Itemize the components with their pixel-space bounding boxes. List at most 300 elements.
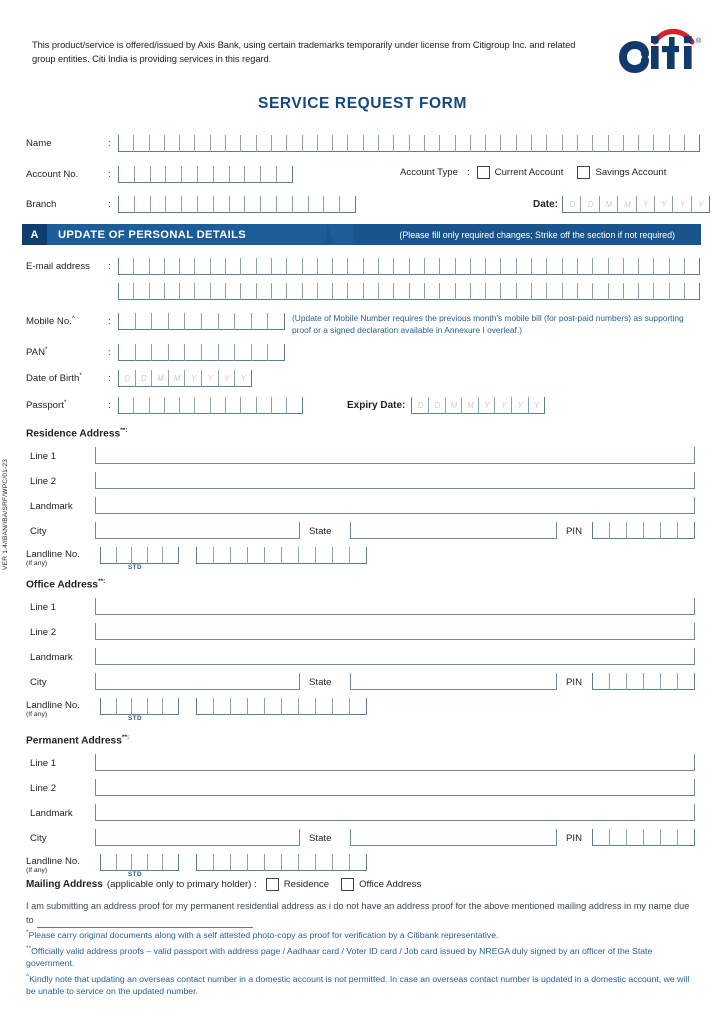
comb-cell[interactable] — [271, 135, 286, 152]
comb-cell[interactable] — [609, 829, 626, 846]
comb-cell[interactable] — [135, 344, 152, 361]
comb-cell[interactable] — [134, 196, 150, 213]
comb-cell[interactable] — [378, 135, 393, 152]
comb-cell[interactable] — [264, 698, 281, 715]
comb-cell[interactable] — [147, 547, 163, 564]
comb-cell[interactable] — [234, 370, 251, 387]
comb-cell[interactable] — [118, 370, 135, 387]
comb-cell[interactable] — [669, 258, 684, 275]
comb-cell[interactable] — [363, 283, 378, 300]
address-city-input-residence[interactable] — [95, 522, 300, 539]
email-input-line1[interactable] — [118, 258, 700, 275]
comb-cell[interactable] — [184, 370, 201, 387]
comb-cell[interactable] — [562, 135, 577, 152]
comb-cell[interactable] — [118, 196, 134, 213]
comb-cell[interactable] — [653, 258, 668, 275]
comb-cell[interactable] — [162, 698, 178, 715]
comb-cell[interactable] — [654, 196, 672, 213]
address-landmark-input-residence[interactable] — [95, 497, 695, 514]
comb-cell[interactable] — [168, 370, 185, 387]
comb-cell[interactable] — [411, 397, 428, 414]
address-state-input-office[interactable] — [350, 673, 557, 690]
comb-cell[interactable] — [194, 283, 209, 300]
comb-cell[interactable] — [118, 344, 135, 361]
comb-cell[interactable] — [181, 196, 197, 213]
comb-cell[interactable] — [638, 258, 653, 275]
comb-cell[interactable] — [133, 283, 148, 300]
comb-cell[interactable] — [660, 829, 677, 846]
comb-cell[interactable] — [218, 344, 235, 361]
comb-cell[interactable] — [201, 344, 218, 361]
comb-cell[interactable] — [260, 166, 276, 183]
address-state-input-residence[interactable] — [350, 522, 557, 539]
comb-cell[interactable] — [162, 547, 178, 564]
address-state-label-residence: State — [309, 526, 332, 537]
comb-cell[interactable] — [116, 547, 132, 564]
comb-cell[interactable] — [281, 854, 298, 871]
comb-cell[interactable] — [168, 313, 185, 330]
comb-cell[interactable] — [271, 397, 286, 414]
comb-cell[interactable] — [500, 283, 515, 300]
comb-cell[interactable] — [478, 397, 495, 414]
comb-cell[interactable] — [179, 135, 194, 152]
comb-cell[interactable] — [168, 344, 185, 361]
comb-cell[interactable] — [218, 313, 235, 330]
comb-cell[interactable] — [302, 135, 317, 152]
comb-cell[interactable] — [179, 397, 194, 414]
comb-cell[interactable] — [546, 135, 561, 152]
comb-cell[interactable] — [315, 698, 332, 715]
comb-cell[interactable] — [100, 698, 116, 715]
comb-cell[interactable] — [439, 135, 454, 152]
comb-cell[interactable] — [609, 522, 626, 539]
comb-cell[interactable] — [240, 283, 255, 300]
comb-cell[interactable] — [349, 547, 366, 564]
comb-cell[interactable] — [672, 196, 690, 213]
comb-cell[interactable] — [323, 196, 339, 213]
comb-cell[interactable] — [592, 283, 607, 300]
comb-cell[interactable] — [133, 397, 148, 414]
comb-cell[interactable] — [244, 166, 260, 183]
comb-cell[interactable] — [562, 258, 577, 275]
comb-cell[interactable] — [691, 196, 709, 213]
comb-cell[interactable] — [332, 258, 347, 275]
comb-cell[interactable] — [332, 135, 347, 152]
comb-cell[interactable] — [494, 397, 511, 414]
comb-cell[interactable] — [100, 854, 116, 871]
comb-cell[interactable] — [592, 522, 609, 539]
comb-cell[interactable] — [516, 258, 531, 275]
comb-cell[interactable] — [677, 829, 694, 846]
comb-cell[interactable] — [626, 522, 643, 539]
comb-cell[interactable] — [638, 283, 653, 300]
comb-cell[interactable] — [251, 313, 268, 330]
address-landmark-input-permanent[interactable] — [95, 804, 695, 821]
comb-cell[interactable] — [500, 135, 515, 152]
comb-cell[interactable] — [240, 397, 255, 414]
comb-cell[interactable] — [184, 313, 201, 330]
checkbox-mailing-office[interactable] — [341, 878, 354, 891]
comb-cell[interactable] — [677, 673, 694, 690]
comb-cell[interactable] — [149, 283, 164, 300]
passport-input[interactable] — [118, 397, 303, 414]
comb-cell[interactable] — [194, 135, 209, 152]
address-pin-input-residence[interactable] — [592, 522, 695, 539]
comb-cell[interactable] — [210, 397, 225, 414]
comb-cell[interactable] — [347, 283, 362, 300]
comb-cell[interactable] — [264, 547, 281, 564]
comb-cell[interactable] — [197, 166, 213, 183]
comb-cell[interactable] — [118, 135, 133, 152]
comb-cell[interactable] — [147, 854, 163, 871]
comb-cell[interactable] — [256, 135, 271, 152]
comb-cell[interactable] — [201, 313, 218, 330]
comb-cell[interactable] — [315, 854, 332, 871]
comb-cell[interactable] — [256, 258, 271, 275]
address-landline-std-input-office[interactable] — [100, 698, 179, 715]
comb-cell[interactable] — [332, 698, 349, 715]
comb-cell[interactable] — [201, 370, 218, 387]
comb-cell[interactable] — [455, 283, 470, 300]
comb-cell[interactable] — [424, 135, 439, 152]
comb-cell[interactable] — [511, 397, 528, 414]
comb-cell[interactable] — [684, 135, 699, 152]
comb-cell[interactable] — [131, 698, 147, 715]
comb-cell[interactable] — [260, 196, 276, 213]
comb-cell[interactable] — [213, 196, 229, 213]
address-landline-number-input-permanent[interactable] — [196, 854, 367, 871]
comb-cell[interactable] — [267, 313, 284, 330]
comb-cell[interactable] — [500, 258, 515, 275]
comb-cell[interactable] — [218, 370, 235, 387]
comb-cell[interactable] — [339, 196, 355, 213]
comb-cell[interactable] — [151, 313, 168, 330]
comb-cell[interactable] — [363, 258, 378, 275]
comb-cell[interactable] — [164, 397, 179, 414]
pan-input[interactable] — [118, 344, 285, 361]
comb-cell[interactable] — [213, 547, 230, 564]
address-landline-std-input-permanent[interactable] — [100, 854, 179, 871]
comb-cell[interactable] — [315, 547, 332, 564]
comb-cell[interactable] — [378, 283, 393, 300]
comb-cell[interactable] — [135, 313, 152, 330]
comb-cell[interactable] — [234, 313, 251, 330]
comb-cell[interactable] — [164, 135, 179, 152]
comb-cell[interactable] — [684, 258, 699, 275]
comb-cell[interactable] — [660, 522, 677, 539]
comb-cell[interactable] — [298, 547, 315, 564]
name-input[interactable] — [118, 135, 700, 152]
comb-cell[interactable] — [528, 397, 545, 414]
comb-cell[interactable] — [626, 673, 643, 690]
comb-cell[interactable] — [134, 166, 150, 183]
comb-cell[interactable] — [240, 258, 255, 275]
comb-cell[interactable] — [577, 283, 592, 300]
comb-cell[interactable] — [461, 397, 478, 414]
comb-cell[interactable] — [531, 258, 546, 275]
comb-cell[interactable] — [230, 547, 247, 564]
comb-cell[interactable] — [677, 522, 694, 539]
comb-cell[interactable] — [653, 135, 668, 152]
address-line2-input-residence[interactable] — [95, 472, 695, 489]
comb-cell[interactable] — [225, 283, 240, 300]
comb-cell[interactable] — [617, 196, 635, 213]
comb-cell[interactable] — [363, 135, 378, 152]
comb-cell[interactable] — [131, 547, 147, 564]
comb-cell[interactable] — [164, 258, 179, 275]
dob-input[interactable] — [118, 370, 252, 387]
address-line1-input-permanent[interactable] — [95, 754, 695, 771]
comb-cell[interactable] — [660, 673, 677, 690]
comb-cell[interactable] — [100, 547, 116, 564]
comb-cell[interactable] — [592, 258, 607, 275]
comb-cell[interactable] — [608, 135, 623, 152]
comb-cell[interactable] — [592, 673, 609, 690]
comb-cell[interactable] — [184, 344, 201, 361]
comb-cell[interactable] — [623, 135, 638, 152]
comb-cell[interactable] — [308, 196, 324, 213]
comb-cell[interactable] — [609, 673, 626, 690]
comb-cell[interactable] — [286, 397, 301, 414]
comb-cell[interactable] — [135, 370, 152, 387]
comb-cell[interactable] — [485, 283, 500, 300]
comb-cell[interactable] — [623, 258, 638, 275]
comb-cell[interactable] — [286, 283, 301, 300]
comb-cell[interactable] — [592, 135, 607, 152]
comb-cell[interactable] — [623, 283, 638, 300]
comb-cell[interactable] — [409, 258, 424, 275]
comb-cell[interactable] — [118, 166, 134, 183]
address-pin-input-permanent[interactable] — [592, 829, 695, 846]
comb-cell[interactable] — [116, 698, 132, 715]
comb-cell[interactable] — [546, 283, 561, 300]
comb-cell[interactable] — [276, 196, 292, 213]
comb-cell[interactable] — [210, 283, 225, 300]
comb-cell[interactable] — [133, 258, 148, 275]
checkbox-mailing-residence[interactable] — [266, 878, 279, 891]
comb-cell[interactable] — [531, 135, 546, 152]
address-pin-input-office[interactable] — [592, 673, 695, 690]
address-landline-std-input-residence[interactable] — [100, 547, 179, 564]
comb-cell[interactable] — [626, 829, 643, 846]
comb-cell[interactable] — [347, 135, 362, 152]
comb-cell[interactable] — [643, 673, 660, 690]
comb-cell[interactable] — [256, 283, 271, 300]
comb-cell[interactable] — [229, 166, 245, 183]
comb-cell[interactable] — [165, 166, 181, 183]
comb-cell[interactable] — [229, 196, 245, 213]
comb-cell[interactable] — [317, 283, 332, 300]
comb-cell[interactable] — [281, 698, 298, 715]
comb-cell[interactable] — [531, 283, 546, 300]
comb-cell[interactable] — [118, 283, 133, 300]
comb-cell[interactable] — [149, 397, 164, 414]
comb-cell[interactable] — [317, 258, 332, 275]
comb-cell[interactable] — [470, 135, 485, 152]
comb-cell[interactable] — [332, 283, 347, 300]
comb-cell[interactable] — [213, 698, 230, 715]
comb-cell[interactable] — [150, 196, 166, 213]
comb-cell[interactable] — [546, 258, 561, 275]
comb-cell[interactable] — [580, 196, 598, 213]
email-input-line2[interactable] — [118, 283, 700, 300]
comb-cell[interactable] — [378, 258, 393, 275]
comb-cell[interactable] — [298, 854, 315, 871]
comb-cell[interactable] — [230, 698, 247, 715]
comb-cell[interactable] — [349, 698, 366, 715]
comb-cell[interactable] — [196, 854, 213, 871]
comb-cell[interactable] — [669, 135, 684, 152]
comb-cell[interactable] — [577, 258, 592, 275]
comb-cell[interactable] — [332, 547, 349, 564]
comb-cell[interactable] — [286, 135, 301, 152]
comb-cell[interactable] — [164, 283, 179, 300]
comb-cell[interactable] — [165, 196, 181, 213]
comb-cell[interactable] — [240, 135, 255, 152]
comb-cell[interactable] — [608, 258, 623, 275]
comb-cell[interactable] — [181, 166, 197, 183]
comb-cell[interactable] — [516, 283, 531, 300]
comb-cell[interactable] — [147, 698, 163, 715]
comb-cell[interactable] — [150, 166, 166, 183]
comb-cell[interactable] — [230, 854, 247, 871]
comb-cell[interactable] — [151, 370, 168, 387]
comb-cell[interactable] — [298, 698, 315, 715]
comb-cell[interactable] — [271, 283, 286, 300]
comb-cell[interactable] — [281, 547, 298, 564]
comb-cell[interactable] — [264, 854, 281, 871]
comb-cell[interactable] — [428, 397, 445, 414]
comb-cell[interactable] — [196, 698, 213, 715]
comb-cell[interactable] — [393, 258, 408, 275]
address-line1-input-residence[interactable] — [95, 447, 695, 464]
comb-cell[interactable] — [247, 698, 264, 715]
comb-cell[interactable] — [684, 283, 699, 300]
comb-cell[interactable] — [133, 135, 148, 152]
comb-cell[interactable] — [608, 283, 623, 300]
comb-cell[interactable] — [347, 258, 362, 275]
comb-cell[interactable] — [636, 196, 654, 213]
comb-cell[interactable] — [116, 854, 132, 871]
comb-cell[interactable] — [455, 258, 470, 275]
address-city-input-office[interactable] — [95, 673, 300, 690]
comb-cell[interactable] — [409, 135, 424, 152]
comb-cell[interactable] — [424, 283, 439, 300]
address-city-input-permanent[interactable] — [95, 829, 300, 846]
comb-cell[interactable] — [149, 135, 164, 152]
comb-cell[interactable] — [213, 166, 229, 183]
address-line2-input-permanent[interactable] — [95, 779, 695, 796]
comb-cell[interactable] — [225, 258, 240, 275]
comb-cell[interactable] — [592, 829, 609, 846]
comb-cell[interactable] — [643, 829, 660, 846]
address-line2-input-office[interactable] — [95, 623, 695, 640]
comb-cell[interactable] — [162, 854, 178, 871]
comb-cell[interactable] — [225, 397, 240, 414]
comb-cell[interactable] — [131, 854, 147, 871]
comb-cell[interactable] — [213, 854, 230, 871]
comb-cell[interactable] — [179, 258, 194, 275]
comb-cell[interactable] — [179, 283, 194, 300]
comb-cell[interactable] — [445, 397, 462, 414]
comb-cell[interactable] — [349, 854, 366, 871]
comb-cell[interactable] — [251, 344, 268, 361]
comb-cell[interactable] — [197, 196, 213, 213]
comb-cell[interactable] — [638, 135, 653, 152]
comb-cell[interactable] — [302, 258, 317, 275]
address-line1-input-office[interactable] — [95, 598, 695, 615]
date-input[interactable] — [562, 196, 710, 213]
mobile-input[interactable] — [118, 313, 285, 330]
comb-cell[interactable] — [669, 283, 684, 300]
checkbox-savings-account[interactable] — [577, 166, 590, 179]
expiry-date-input[interactable] — [411, 397, 545, 414]
comb-cell[interactable] — [562, 196, 580, 213]
comb-cell[interactable] — [234, 344, 251, 361]
comb-cell[interactable] — [151, 344, 168, 361]
comb-cell[interactable] — [118, 397, 133, 414]
comb-cell[interactable] — [210, 135, 225, 152]
comb-cell[interactable] — [292, 196, 308, 213]
comb-cell[interactable] — [455, 135, 470, 152]
comb-cell[interactable] — [317, 135, 332, 152]
comb-cell[interactable] — [439, 258, 454, 275]
address-landline-number-input-residence[interactable] — [196, 547, 367, 564]
comb-cell[interactable] — [562, 283, 577, 300]
comb-cell[interactable] — [271, 258, 286, 275]
comb-cell[interactable] — [439, 283, 454, 300]
comb-cell[interactable] — [196, 547, 213, 564]
comb-cell[interactable] — [118, 258, 133, 275]
comb-cell[interactable] — [149, 258, 164, 275]
comb-cell[interactable] — [599, 196, 617, 213]
comb-cell[interactable] — [247, 854, 264, 871]
branch-input[interactable] — [118, 196, 356, 213]
comb-cell[interactable] — [470, 283, 485, 300]
comb-cell[interactable] — [276, 166, 292, 183]
comb-cell[interactable] — [118, 313, 135, 330]
comb-cell[interactable] — [485, 135, 500, 152]
checkbox-current-account[interactable] — [477, 166, 490, 179]
comb-cell[interactable] — [302, 283, 317, 300]
comb-cell[interactable] — [194, 397, 209, 414]
comb-cell[interactable] — [256, 397, 271, 414]
comb-cell[interactable] — [393, 283, 408, 300]
comb-cell[interactable] — [225, 135, 240, 152]
account-no-input[interactable] — [118, 166, 293, 183]
declaration-reason-input[interactable] — [37, 918, 253, 928]
comb-cell[interactable] — [247, 547, 264, 564]
address-landmark-input-office[interactable] — [95, 648, 695, 665]
address-state-input-permanent[interactable] — [350, 829, 557, 846]
comb-cell[interactable] — [393, 135, 408, 152]
comb-cell[interactable] — [643, 522, 660, 539]
comb-cell[interactable] — [470, 258, 485, 275]
comb-cell[interactable] — [286, 258, 301, 275]
comb-cell[interactable] — [485, 258, 500, 275]
comb-cell[interactable] — [424, 258, 439, 275]
comb-cell[interactable] — [577, 135, 592, 152]
comb-cell[interactable] — [653, 283, 668, 300]
address-landline-number-input-office[interactable] — [196, 698, 367, 715]
comb-cell[interactable] — [516, 135, 531, 152]
comb-cell[interactable] — [332, 854, 349, 871]
comb-cell[interactable] — [210, 258, 225, 275]
comb-cell[interactable] — [409, 283, 424, 300]
comb-cell[interactable] — [267, 344, 284, 361]
comb-cell[interactable] — [244, 196, 260, 213]
comb-cell[interactable] — [194, 258, 209, 275]
